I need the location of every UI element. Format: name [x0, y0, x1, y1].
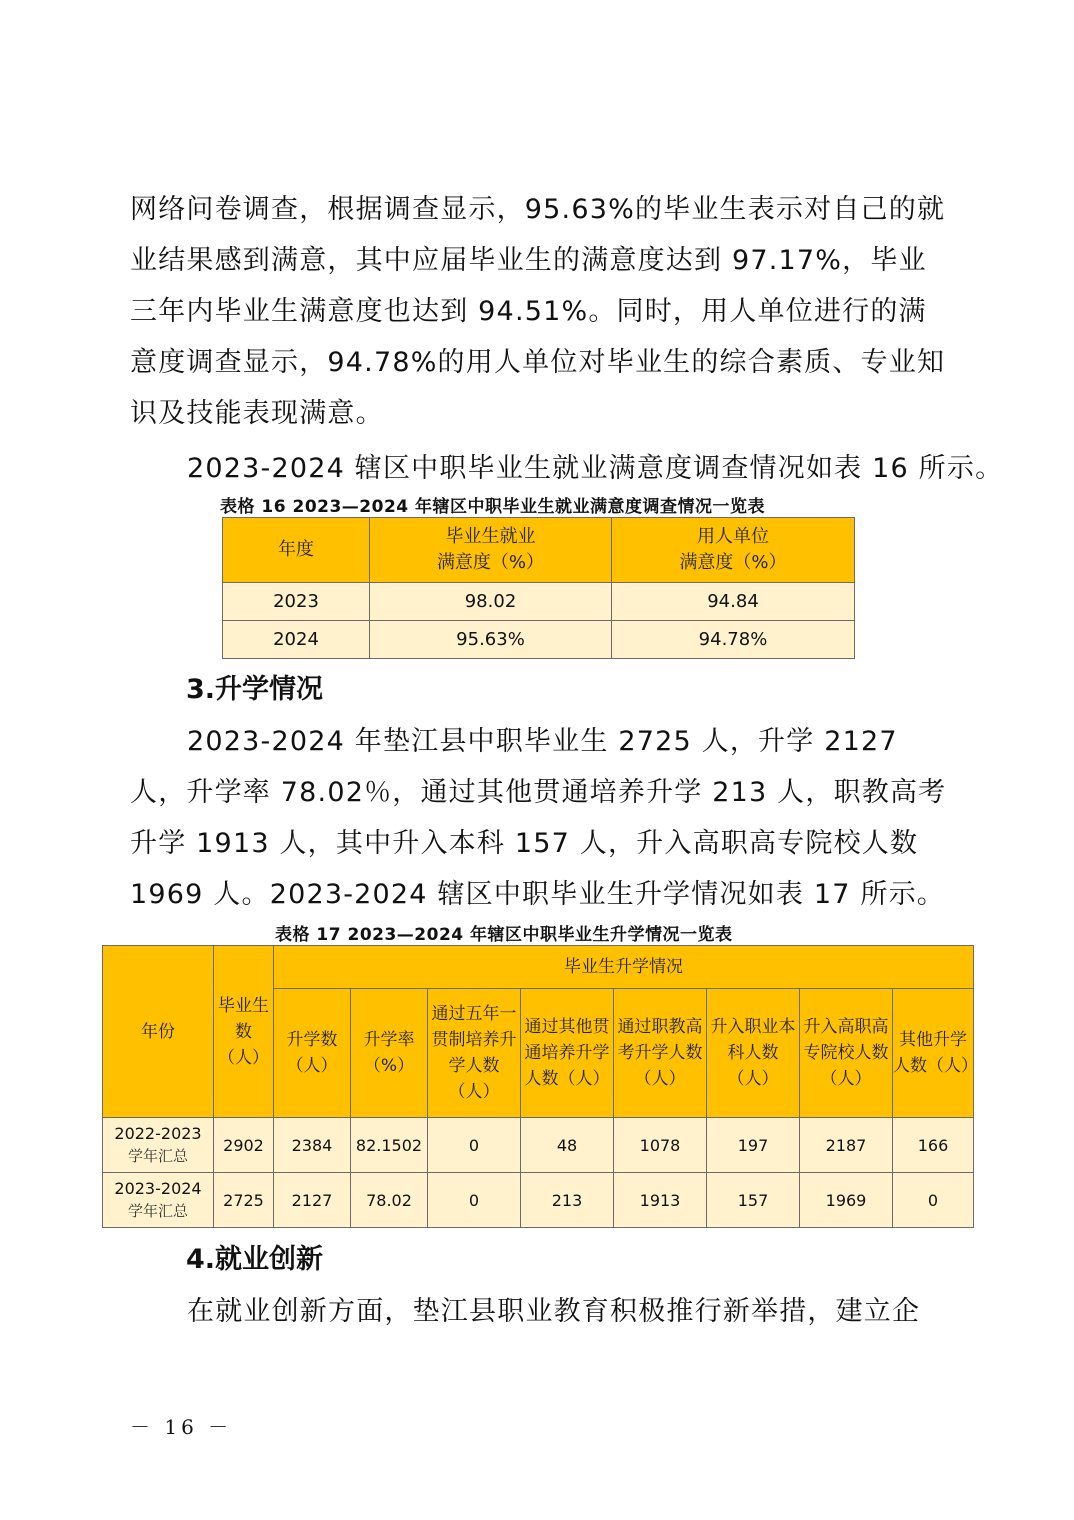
cell-year: 2024 [223, 621, 370, 659]
section4-paragraph: 在就业创新方面，垫江县职业教育积极推行新举措，建立企 [187, 1296, 921, 1327]
cell-value: 1969 [800, 1173, 893, 1228]
header-graduates: 毕业生数（人） [214, 946, 274, 1118]
header-further-study-group: 毕业生升学情况 [274, 946, 974, 989]
cell-value: 78.02 [351, 1173, 428, 1228]
table-row [223, 583, 855, 621]
header-rate: 升学率（%） [351, 989, 428, 1118]
header-other-pathway: 通过其他贯通培养升学人数（人） [521, 989, 614, 1118]
section4-heading: 4.就业创新 [186, 1244, 324, 1275]
header-higher-vocational: 升入高职高专院校人数（人） [800, 989, 893, 1118]
header-year: 年份 [103, 946, 214, 1118]
cell-value: 197 [707, 1118, 800, 1173]
cell-employer: 94.78% [612, 621, 855, 659]
cell-year: 2023-2024 学年汇总 [103, 1173, 214, 1228]
cell-value: 48 [521, 1118, 614, 1173]
table16-intro: 2023-2024 辖区中职毕业生就业满意度调查情况如表 16 所示。 [187, 453, 1004, 484]
header-other-study: 其他升学人数（人） [893, 989, 974, 1118]
satisfaction-table [222, 517, 855, 659]
cell-value: 2187 [800, 1118, 893, 1173]
header-vocational-exam: 通过职教高考升学人数（人） [614, 989, 707, 1118]
cell-value: 2902 [214, 1118, 274, 1173]
cell-value: 213 [521, 1173, 614, 1228]
cell-value: 1078 [614, 1118, 707, 1173]
cell-graduate: 95.63% [370, 621, 612, 659]
cell-employer: 94.84 [612, 583, 855, 621]
header-five-year: 通过五年一贯制培养升学人数（人） [428, 989, 521, 1118]
table16-caption: 表格 16 2023—2024 年辖区中职毕业生就业满意度调查情况一览表 [220, 497, 766, 517]
intro-paragraph: 网络问卷调查，根据调查显示，95.63%的毕业生表示对自己的就业结果感到满意，其中应届毕业生的满意度达到 97.17%，毕业三年内毕业生满意度也达到 94.51%。同时，用人单位进行的满意度调查显示，94.78%的用人单位对毕业生的综合素质、专业知识及技能表现满意。 [130, 194, 946, 429]
cell-value: 166 [893, 1118, 974, 1173]
header-graduate-satisfaction: 毕业生就业 满意度（%） [370, 518, 612, 583]
header-employer-satisfaction: 用人单位 满意度（%） [612, 518, 855, 583]
table-row [223, 621, 855, 659]
table-row [103, 1173, 974, 1228]
header-vocational-undergrad: 升入职业本科人数（人） [707, 989, 800, 1118]
table-row [103, 1118, 974, 1173]
header-enrolled: 升学数（人） [274, 989, 351, 1118]
section3-heading: 3.升学情况 [186, 674, 324, 705]
page-number: － 16 － [130, 1415, 233, 1439]
cell-value: 0 [893, 1173, 974, 1228]
cell-value: 2384 [274, 1118, 351, 1173]
header-year: 年度 [223, 518, 370, 583]
table17-caption: 表格 17 2023—2024 年辖区中职毕业生升学情况一览表 [275, 925, 733, 945]
cell-value: 0 [428, 1173, 521, 1228]
cell-value: 1913 [614, 1173, 707, 1228]
cell-value: 0 [428, 1118, 521, 1173]
cell-value: 2725 [214, 1173, 274, 1228]
further-study-table [102, 945, 978, 1228]
cell-graduate: 98.02 [370, 583, 612, 621]
cell-year: 2022-2023 学年汇总 [103, 1118, 214, 1173]
cell-value: 2127 [274, 1173, 351, 1228]
cell-value: 157 [707, 1173, 800, 1228]
cell-year: 2023 [223, 583, 370, 621]
section3-paragraph: 2023-2024 年垫江县中职毕业生 2725 人，升学 2127 人，升学率 78.02％，通过其他贯通培养升学 213 人，职教高考升学 1913 人，其中升入本科 157 人，升入高职高专院校人数 1969 人。2023-2024 辖区中职毕业生升学情况如表 17 所示。 [130, 726, 947, 910]
cell-value: 82.1502 [351, 1118, 428, 1173]
